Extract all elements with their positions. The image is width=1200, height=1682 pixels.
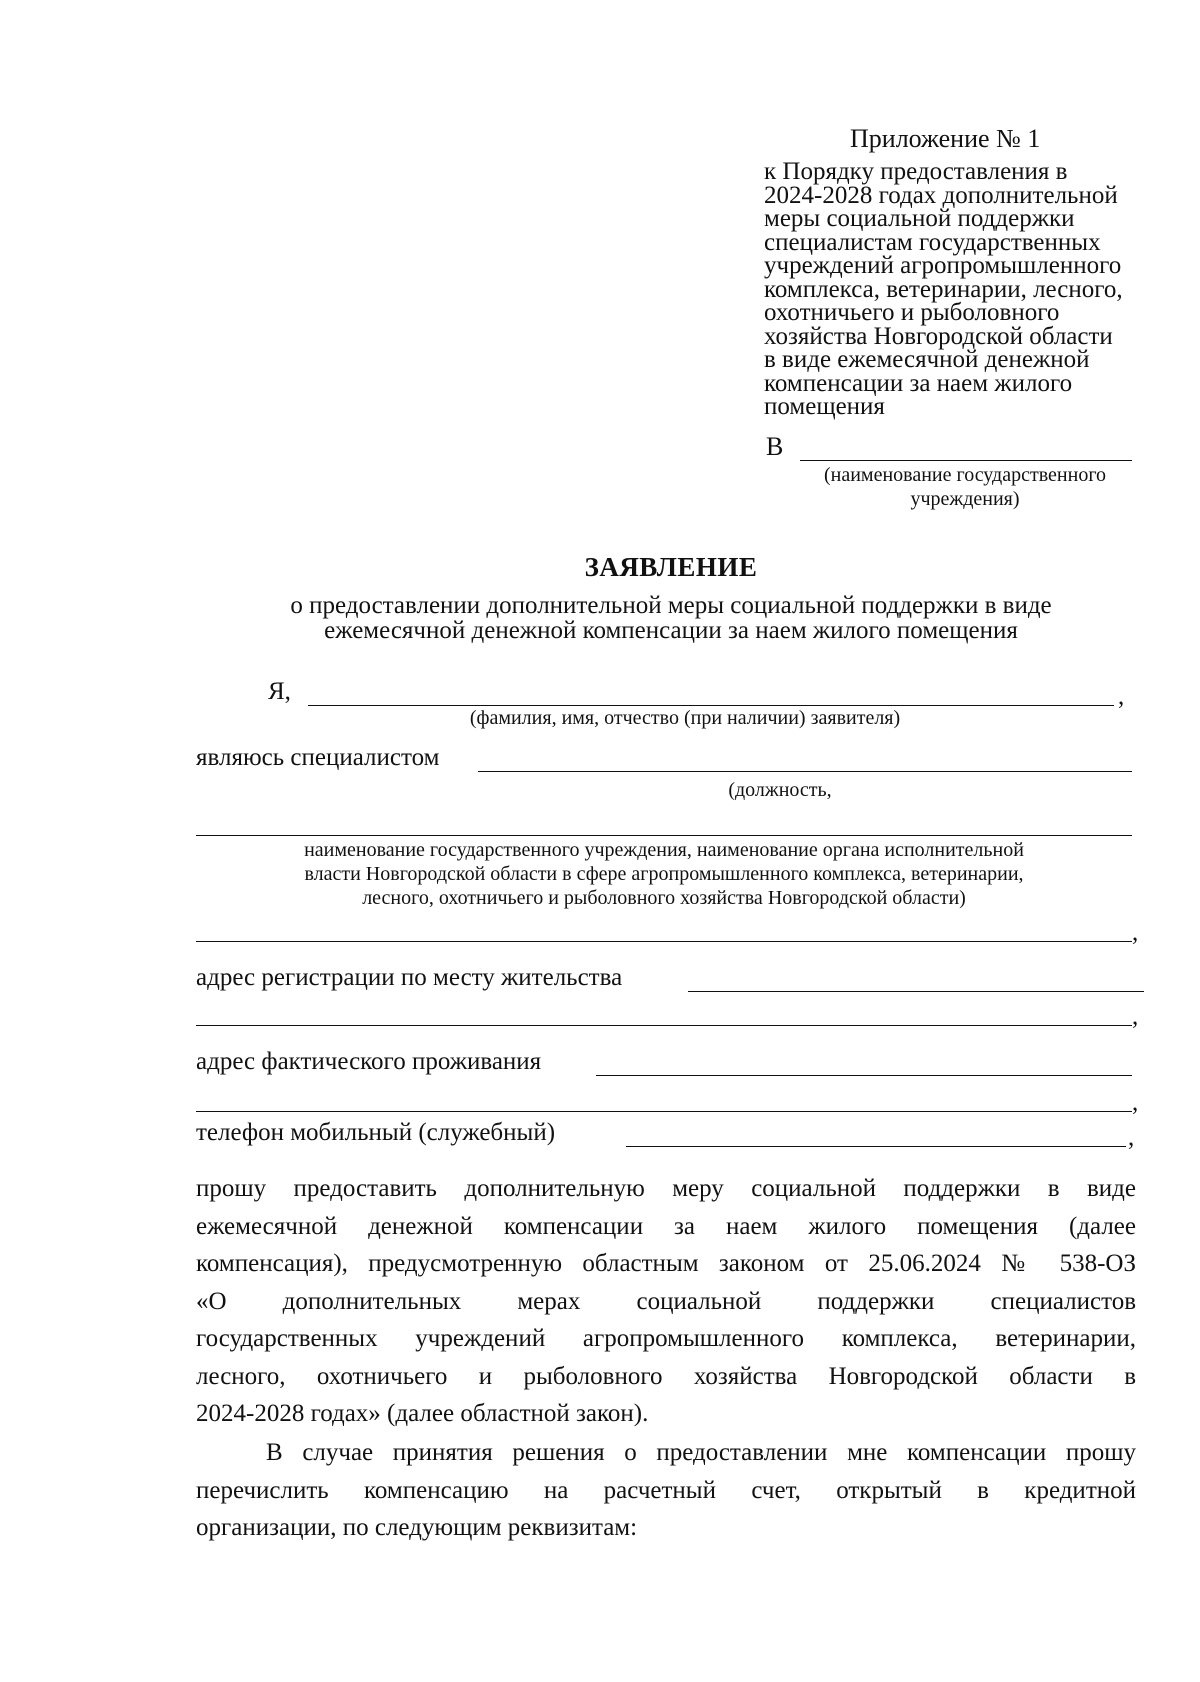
appendix-line: охотничьего и рыболовного [764, 299, 1060, 326]
paragraph-line: прошу предоставить дополнительную меру социальной поддержки в виде [196, 1175, 1136, 1202]
recipient-label: В [766, 432, 784, 461]
appendix-line: комплекса, ветеринарии, лесного, [764, 275, 1123, 303]
organization-hint [196, 838, 1132, 910]
payment-paragraph [196, 1434, 1136, 1547]
paragraph-line: В случае принятия решения о предоставлении мне компенсации прошу [266, 1439, 1136, 1466]
recipient-field[interactable] [800, 460, 1132, 461]
appendix-line: к Порядку предоставления в [764, 158, 1068, 185]
position-hint: (должность, [728, 779, 832, 801]
actual-address-label: адрес фактического проживания [196, 1048, 542, 1075]
position-field[interactable] [478, 771, 1132, 772]
document-title: ЗАЯВЛЕНИЕ [584, 552, 758, 582]
registration-address-label: адрес регистрации по месту жительства [196, 964, 623, 991]
paragraph-line: организации, по следующим реквизитам: [196, 1514, 638, 1541]
comma: , [1132, 1003, 1139, 1030]
organization-hint-line: наименование государственного учреждения, наименование органа исполнительной [304, 839, 1024, 861]
organization-hint-line: власти Новгородской области в сфере агропромышленного комплекса, ветеринарии, [304, 863, 1024, 885]
comma: , [1128, 1124, 1135, 1151]
comma: , [1118, 683, 1125, 710]
subtitle-line: ежемесячной денежной компенсации за наем жилого помещения [324, 617, 1018, 644]
request-paragraph [196, 1170, 1136, 1433]
paragraph-line: 2024-2028 годах» (далее областной закон). [196, 1400, 649, 1427]
paragraph-line: государственных учреждений агропромышленного комплекса, ветеринарии, [196, 1325, 1136, 1352]
paragraph-line: лесного, охотничьего и рыболовного хозяйства Новгородской области в [196, 1362, 1136, 1390]
appendix-title: Приложение № 1 [850, 124, 1041, 153]
appendix-line: 2024-2028 годах дополнительной [764, 181, 1118, 209]
organization-field[interactable] [196, 835, 1132, 836]
appendix-line: хозяйства Новгородской области [764, 322, 1113, 350]
appendix-text [764, 160, 1144, 419]
registration-address-field-continued[interactable] [196, 1025, 1132, 1026]
comma: , [1132, 1089, 1139, 1116]
appendix-line: меры социальной поддержки [764, 205, 1075, 232]
actual-address-field[interactable] [596, 1075, 1132, 1076]
subtitle-line: о предоставлении дополнительной меры социальной поддержки в виде [290, 592, 1052, 619]
document-subtitle [0, 593, 1200, 643]
recipient-hint-line: учреждения) [910, 488, 1020, 510]
appendix-line: в виде ежемесячной денежной [764, 346, 1090, 373]
paragraph-line: компенсация), предусмотренную областным законом от 25.06.2024 № 538-ОЗ [196, 1250, 1136, 1277]
appendix-line: специалистам государственных [764, 228, 1101, 256]
recipient-hint [780, 463, 1150, 511]
actual-address-field-continued[interactable] [196, 1111, 1132, 1112]
specialist-label: являюсь специалистом [196, 744, 440, 771]
paragraph-line: ежемесячной денежной компенсации за наем жилого помещения (далее [196, 1212, 1136, 1240]
recipient-hint-line: (наименование государственного [823, 464, 1107, 486]
appendix-line: компенсации за наем жилого [764, 369, 1073, 397]
organization-field-continued[interactable] [196, 941, 1132, 942]
paragraph-line: «О дополнительных мерах социальной поддержки специалистов [196, 1287, 1136, 1315]
applicant-name-hint: (фамилия, имя, отчество (при наличии) заявителя) [469, 707, 901, 729]
appendix-line: помещения [764, 393, 885, 420]
phone-label: телефон мобильный (служебный) [196, 1119, 556, 1146]
paragraph-line: перечислить компенсацию на расчетный счет, открытый в кредитной [196, 1476, 1136, 1504]
applicant-label: Я, [268, 678, 291, 705]
registration-address-field[interactable] [688, 991, 1144, 992]
organization-hint-line: лесного, охотничьего и рыболовного хозяйства Новгородской области) [362, 887, 966, 909]
appendix-line: учреждений агропромышленного [764, 252, 1122, 279]
comma: , [1132, 919, 1139, 946]
phone-field[interactable] [626, 1146, 1126, 1147]
applicant-name-field[interactable] [308, 705, 1114, 706]
